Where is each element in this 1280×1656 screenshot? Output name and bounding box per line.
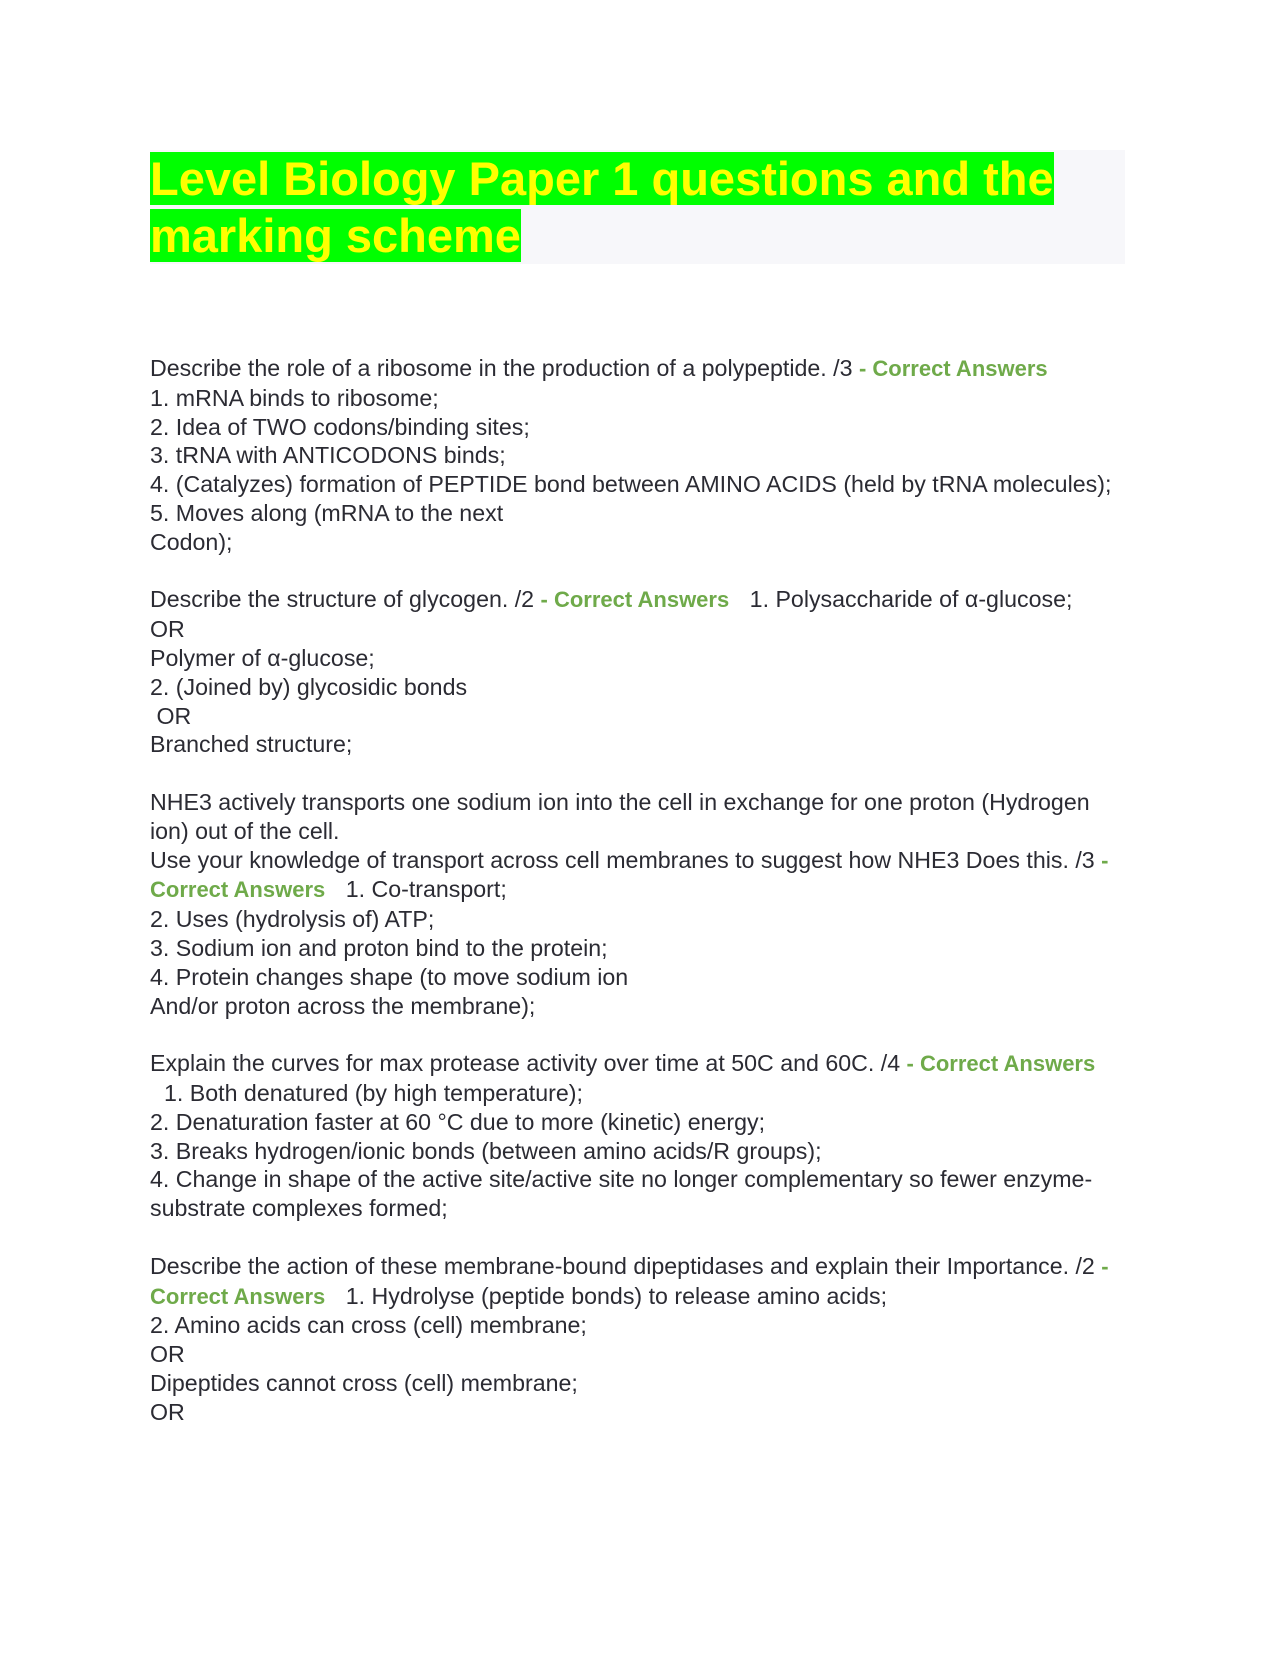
answer-line: OR: [150, 616, 185, 643]
question-text: Explain the curves for max protease activity over time at 50C and 60C. /4: [150, 1050, 901, 1077]
answer-line: Polymer of α-glucose;: [150, 644, 375, 671]
answer-inline: 1. Co-transport;: [345, 876, 507, 903]
correct-answers-label: - Correct Answers: [858, 356, 1048, 381]
question-text: Describe the action of these membrane-bound dipeptidases and explain their Importance. /2: [150, 1252, 1095, 1279]
answer-line: OR: [150, 1341, 185, 1368]
document-title: Level Biology Paper 1 questions and the marking scheme: [150, 152, 1054, 262]
answer-line: 2. Amino acids can cross (cell) membrane;: [150, 1312, 587, 1339]
answer-line: Dipeptides cannot cross (cell) membrane;: [150, 1369, 578, 1396]
answer-line: 5. Moves along (mRNA to the next: [150, 499, 504, 526]
answer-inline: 1. Both denatured (by high temperature);: [164, 1079, 583, 1106]
question-block-3: [150, 788, 1125, 1020]
answer-line: 2. Idea of TWO codons/binding sites;: [150, 413, 530, 440]
answer-line: Branched structure;: [150, 731, 353, 758]
answer-inline: 1. Hydrolyse (peptide bonds) to release amino acids;: [345, 1282, 888, 1309]
answer-inline: 1. Polysaccharide of α-glucose;: [749, 586, 1073, 613]
answer-line: 4. Change in shape of the active site/active site no longer complementary so fewer enzyme-substrate complexes formed;: [150, 1166, 1093, 1222]
question-block-2: [150, 585, 1125, 759]
answer-line: 3. tRNA with ANTICODONS binds;: [150, 442, 506, 469]
answer-line: 2. Uses (hydrolysis of) ATP;: [150, 906, 435, 933]
answer-line: 3. Breaks hydrogen/ionic bonds (between amino acids/R groups);: [150, 1137, 822, 1164]
answer-line: And/or proton across the membrane);: [150, 992, 536, 1019]
answer-line: 4. (Catalyzes) formation of PEPTIDE bond between AMINO ACIDS (held by tRNA molecules);: [150, 471, 1112, 498]
correct-answers-label: - Correct Answers: [906, 1051, 1096, 1077]
document-content: [150, 354, 1125, 1426]
answer-line: OR: [150, 702, 192, 729]
question-text: Describe the structure of glycogen. /2: [150, 586, 535, 613]
question-text: Describe the role of a ribosome in the production of a polypeptide. /3: [150, 355, 853, 381]
answer-line: 2. (Joined by) glycosidic bonds: [150, 673, 468, 700]
document-page: [150, 150, 1125, 1455]
answer-line: OR: [150, 1398, 185, 1425]
answer-line: 1. mRNA binds to ribosome;: [150, 384, 439, 411]
correct-answers-label: - Correct Answers: [540, 587, 730, 613]
question-block-1: [150, 354, 1125, 557]
correct-answers-label: - Correct Answers: [150, 847, 1109, 903]
question-text: NHE3 actively transports one sodium ion into the cell in exchange for one proton (Hydrogen ion) out of the cell. Use your knowledge of transport across cell membranes to suggest how NHE3 Does this. /3: [150, 788, 1095, 873]
answer-line: 2. Denaturation faster at 60 °C due to more (kinetic) energy;: [150, 1108, 766, 1135]
answer-line: Codon);: [150, 528, 233, 555]
correct-answers-label: - Correct Answers: [150, 1253, 1109, 1309]
answer-line: 3. Sodium ion and proton bind to the protein;: [150, 934, 608, 961]
answer-line: 4. Protein changes shape (to move sodium ion: [150, 963, 629, 990]
question-block-4: [150, 1049, 1125, 1223]
title-block: [150, 150, 1125, 264]
question-block-5: [150, 1252, 1125, 1427]
